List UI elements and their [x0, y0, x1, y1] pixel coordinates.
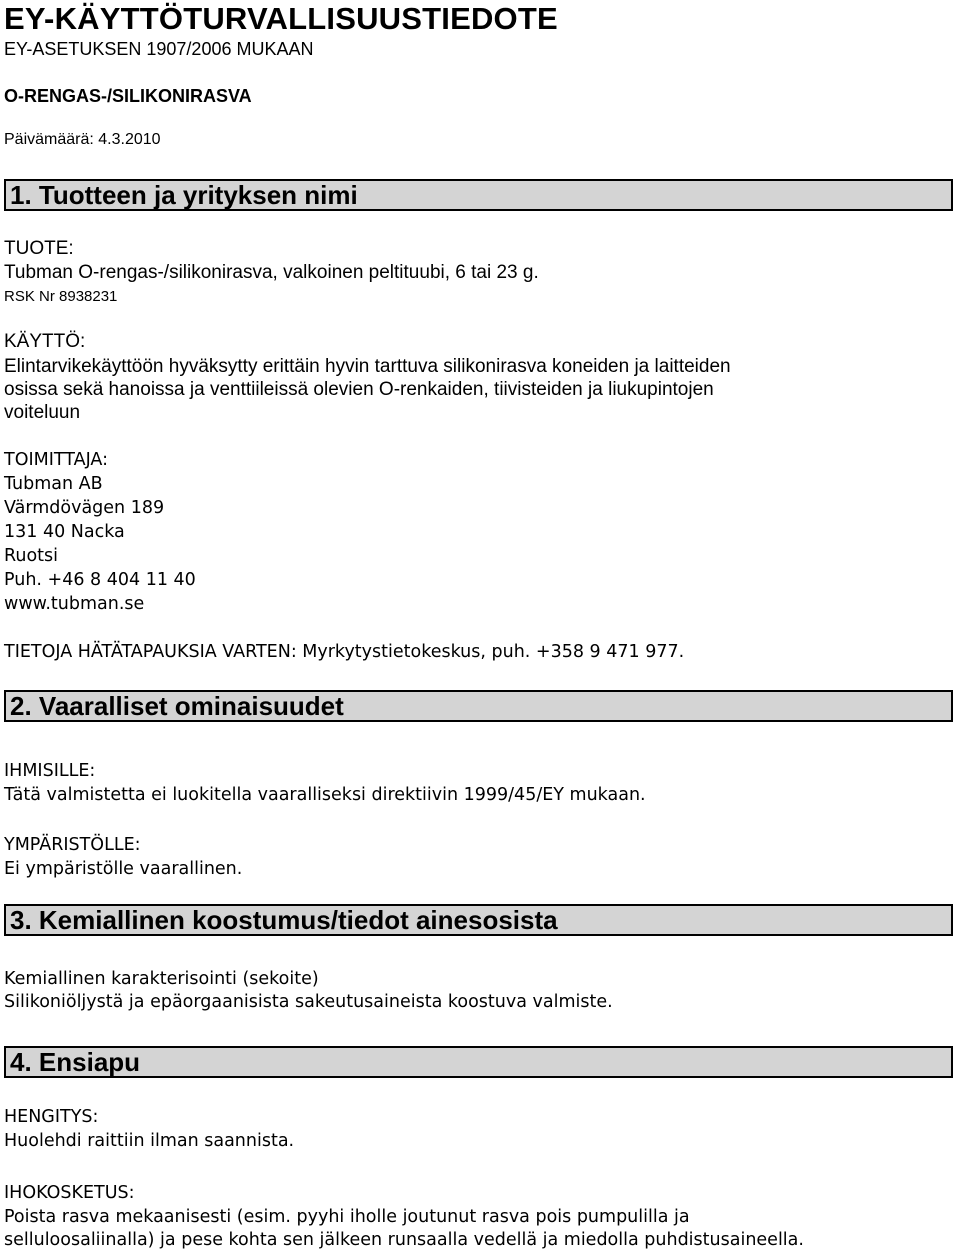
supplier-street: Värmdövägen 189	[4, 498, 165, 518]
product-description: Tubman O-rengas-/silikonirasva, valkoinen peltituubi, 6 tai 23 g.	[4, 262, 539, 283]
skin-contact-label: IHOKOSKETUS:	[4, 1183, 135, 1203]
section-2-title: 2. Vaaralliset ominaisuudet	[10, 691, 344, 721]
regulation-subtitle: EY-ASETUKSEN 1907/2006 MUKAAN	[4, 39, 314, 59]
inhalation-label: HENGITYS:	[4, 1107, 99, 1127]
inhalation-text: Huolehdi raittiin ilman saannista.	[4, 1131, 295, 1151]
use-text-line: voiteluun	[4, 402, 81, 423]
use-text-line: osissa sekä hanoissa ja venttiileissä olevien O-renkaiden, tiivisteiden ja liukupintojen	[4, 379, 714, 400]
product-label: TUOTE:	[4, 238, 74, 259]
supplier-city: 131 40 Nacka	[4, 522, 125, 542]
use-text-line: Elintarvikekäyttöön hyväksytty erittäin hyvin tarttuva silikonirasva koneiden ja laitteiden	[4, 356, 731, 377]
section-2-header	[4, 690, 953, 722]
use-label: KÄYTTÖ:	[4, 331, 86, 352]
humans-label: IHMISILLE:	[4, 761, 96, 781]
section-4-header	[4, 1046, 953, 1078]
composition-label: Kemiallinen karakterisointi (sekoite)	[4, 969, 319, 989]
skin-contact-text-line: selluloosaliinalla) ja pese kohta sen jälkeen runsaalla vedellä ja miedolla puhdistusaineella.	[4, 1230, 804, 1250]
section-4-title: 4. Ensiapu	[10, 1047, 141, 1077]
supplier-phone: Puh. +46 8 404 11 40	[4, 570, 196, 590]
section-3-title: 3. Kemiallinen koostumus/tiedot ainesosista	[10, 905, 558, 935]
rsk-number: RSK Nr 8938231	[4, 288, 118, 305]
supplier-label: TOIMITTAJA:	[4, 450, 108, 470]
supplier-website[interactable]: www.tubman.se	[4, 594, 145, 614]
environment-label: YMPÄRISTÖLLE:	[4, 835, 141, 855]
environment-text: Ei ympäristölle vaarallinen.	[4, 859, 243, 879]
document-title: EY-KÄYTTÖTURVALLISUUSTIEDOTE	[4, 1, 558, 36]
composition-text: Silikoniöljystä ja epäorgaanisista sakeutusaineista koostuva valmiste.	[4, 992, 613, 1012]
section-1-header	[4, 179, 953, 211]
supplier-name: Tubman AB	[4, 474, 103, 494]
product-name-heading: O-RENGAS-/SILIKONIRASVA	[4, 86, 252, 106]
document-date: Päivämäärä: 4.3.2010	[4, 131, 161, 148]
humans-text: Tätä valmistetta ei luokitella vaaralliseksi direktiivin 1999/45/EY mukaan.	[4, 785, 646, 805]
section-1-title: 1. Tuotteen ja yrityksen nimi	[10, 180, 358, 210]
emergency-info: TIETOJA HÄTÄTAPAUKSIA VARTEN: Myrkytystietokeskus, puh. +358 9 471 977.	[4, 642, 685, 662]
supplier-country: Ruotsi	[4, 546, 59, 566]
section-3-header	[4, 904, 953, 936]
skin-contact-text-line: Poista rasva mekaanisesti (esim. pyyhi iholle joutunut rasva pois pumpulilla ja	[4, 1207, 690, 1227]
